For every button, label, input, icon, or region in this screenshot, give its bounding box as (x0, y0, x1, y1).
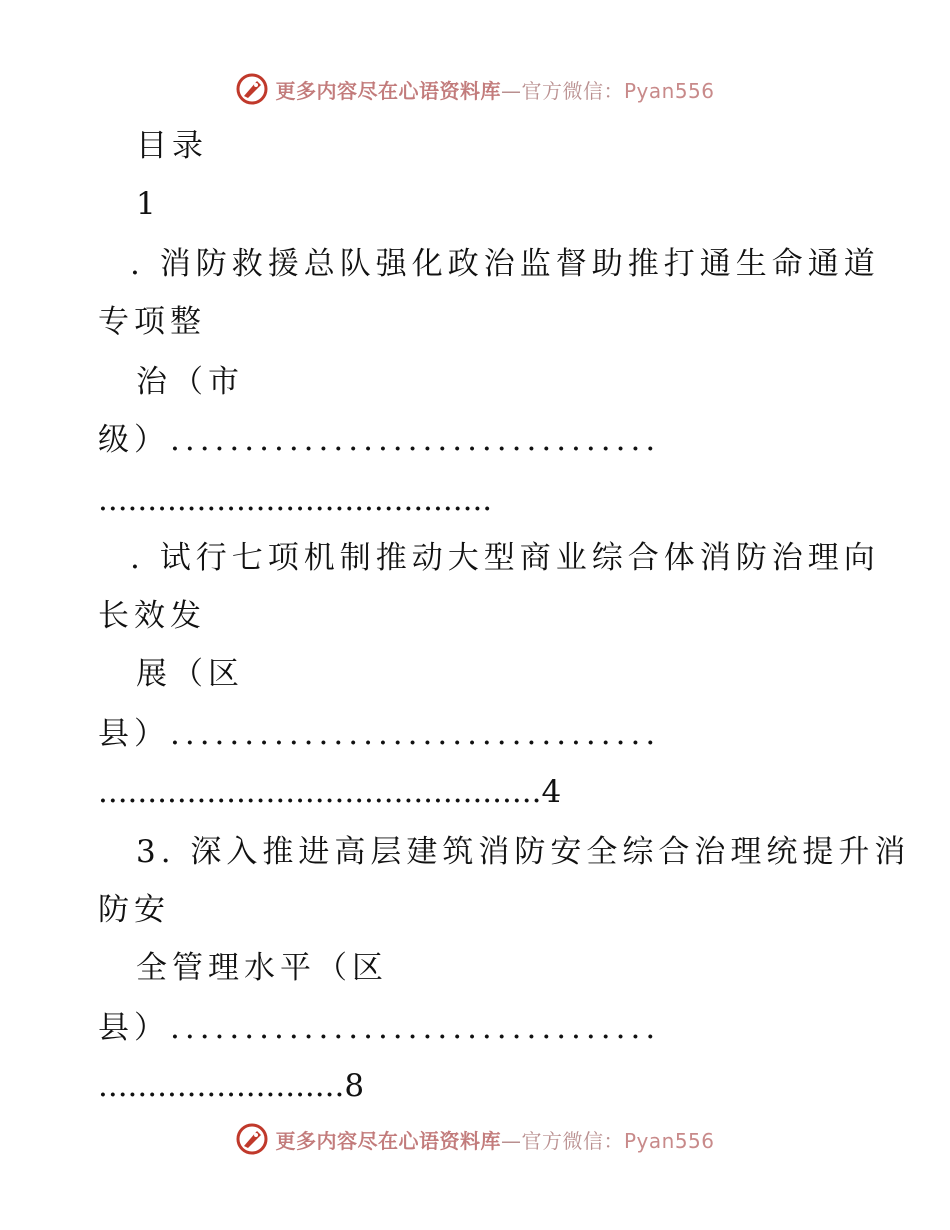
pen-nib-logo-icon (235, 72, 269, 106)
banner-site-name: 更多内容尽在心语资料库 (275, 1128, 501, 1153)
toc-heading: 目录 (136, 128, 208, 164)
toc-entry-1-line-2: 专项整 (98, 304, 206, 340)
toc-entry-3-line-4 (98, 1010, 660, 1046)
toc-entry-2-line-2: 长效发 (98, 598, 206, 634)
footer-banner (0, 1122, 950, 1156)
toc-entry-3-line-1: 3. 深入推进高层建筑消防安全综合治理统提升消 (136, 834, 911, 870)
toc-entry-1-line-3: 治（市 (136, 364, 244, 400)
header-banner (0, 72, 950, 106)
banner-wechat-label: —官方微信： (500, 78, 624, 103)
banner-text (275, 75, 714, 104)
toc-entry-2-page-number: 4 (541, 774, 562, 810)
toc-entry-3-line-3: 全管理水平（区 (136, 950, 388, 986)
banner-site-name: 更多内容尽在心语资料库 (275, 78, 501, 103)
toc-entry-3-line-2: 防安 (98, 892, 170, 928)
toc-leader-dots: ........................................ (98, 482, 493, 518)
banner-wechat-label: —官方微信： (500, 1128, 624, 1153)
toc-leader-dots: ............................................. (98, 774, 542, 810)
toc-entry-1-line-1: . 消防救援总队强化政治监督助推打通生命通道 (130, 246, 880, 282)
toc-leader-dots: ................................. (170, 716, 661, 752)
toc-entry-2-line-1: . 试行七项机制推动大型商业综合体消防治理向 (130, 540, 880, 576)
toc-entry-1-line-4 (98, 422, 660, 458)
toc-entry-2-line-3: 展（区 (136, 656, 244, 692)
toc-leader-dots: ......................... (98, 1068, 345, 1104)
toc-entry-3-lead: 县） (98, 1010, 170, 1046)
toc-entry-2-lead: 县） (98, 716, 170, 752)
banner-wechat-id: Pyan556 (623, 78, 715, 103)
toc-leader-dots: ................................. (170, 422, 661, 458)
toc-entry-3-page-number: 8 (344, 1068, 365, 1104)
toc-entry-1-lead: 级） (98, 422, 170, 458)
banner-wechat-id: Pyan556 (623, 1128, 715, 1153)
pen-nib-logo-icon (235, 1122, 269, 1156)
toc-entry-2-dots-line (98, 774, 561, 810)
toc-entry-3-dots-line (98, 1068, 364, 1104)
toc-entry-2-line-4 (98, 716, 660, 752)
banner-text (275, 1125, 714, 1154)
toc-leader-dots: ................................. (170, 1010, 661, 1046)
toc-entry-1-number: 1 (136, 186, 161, 222)
